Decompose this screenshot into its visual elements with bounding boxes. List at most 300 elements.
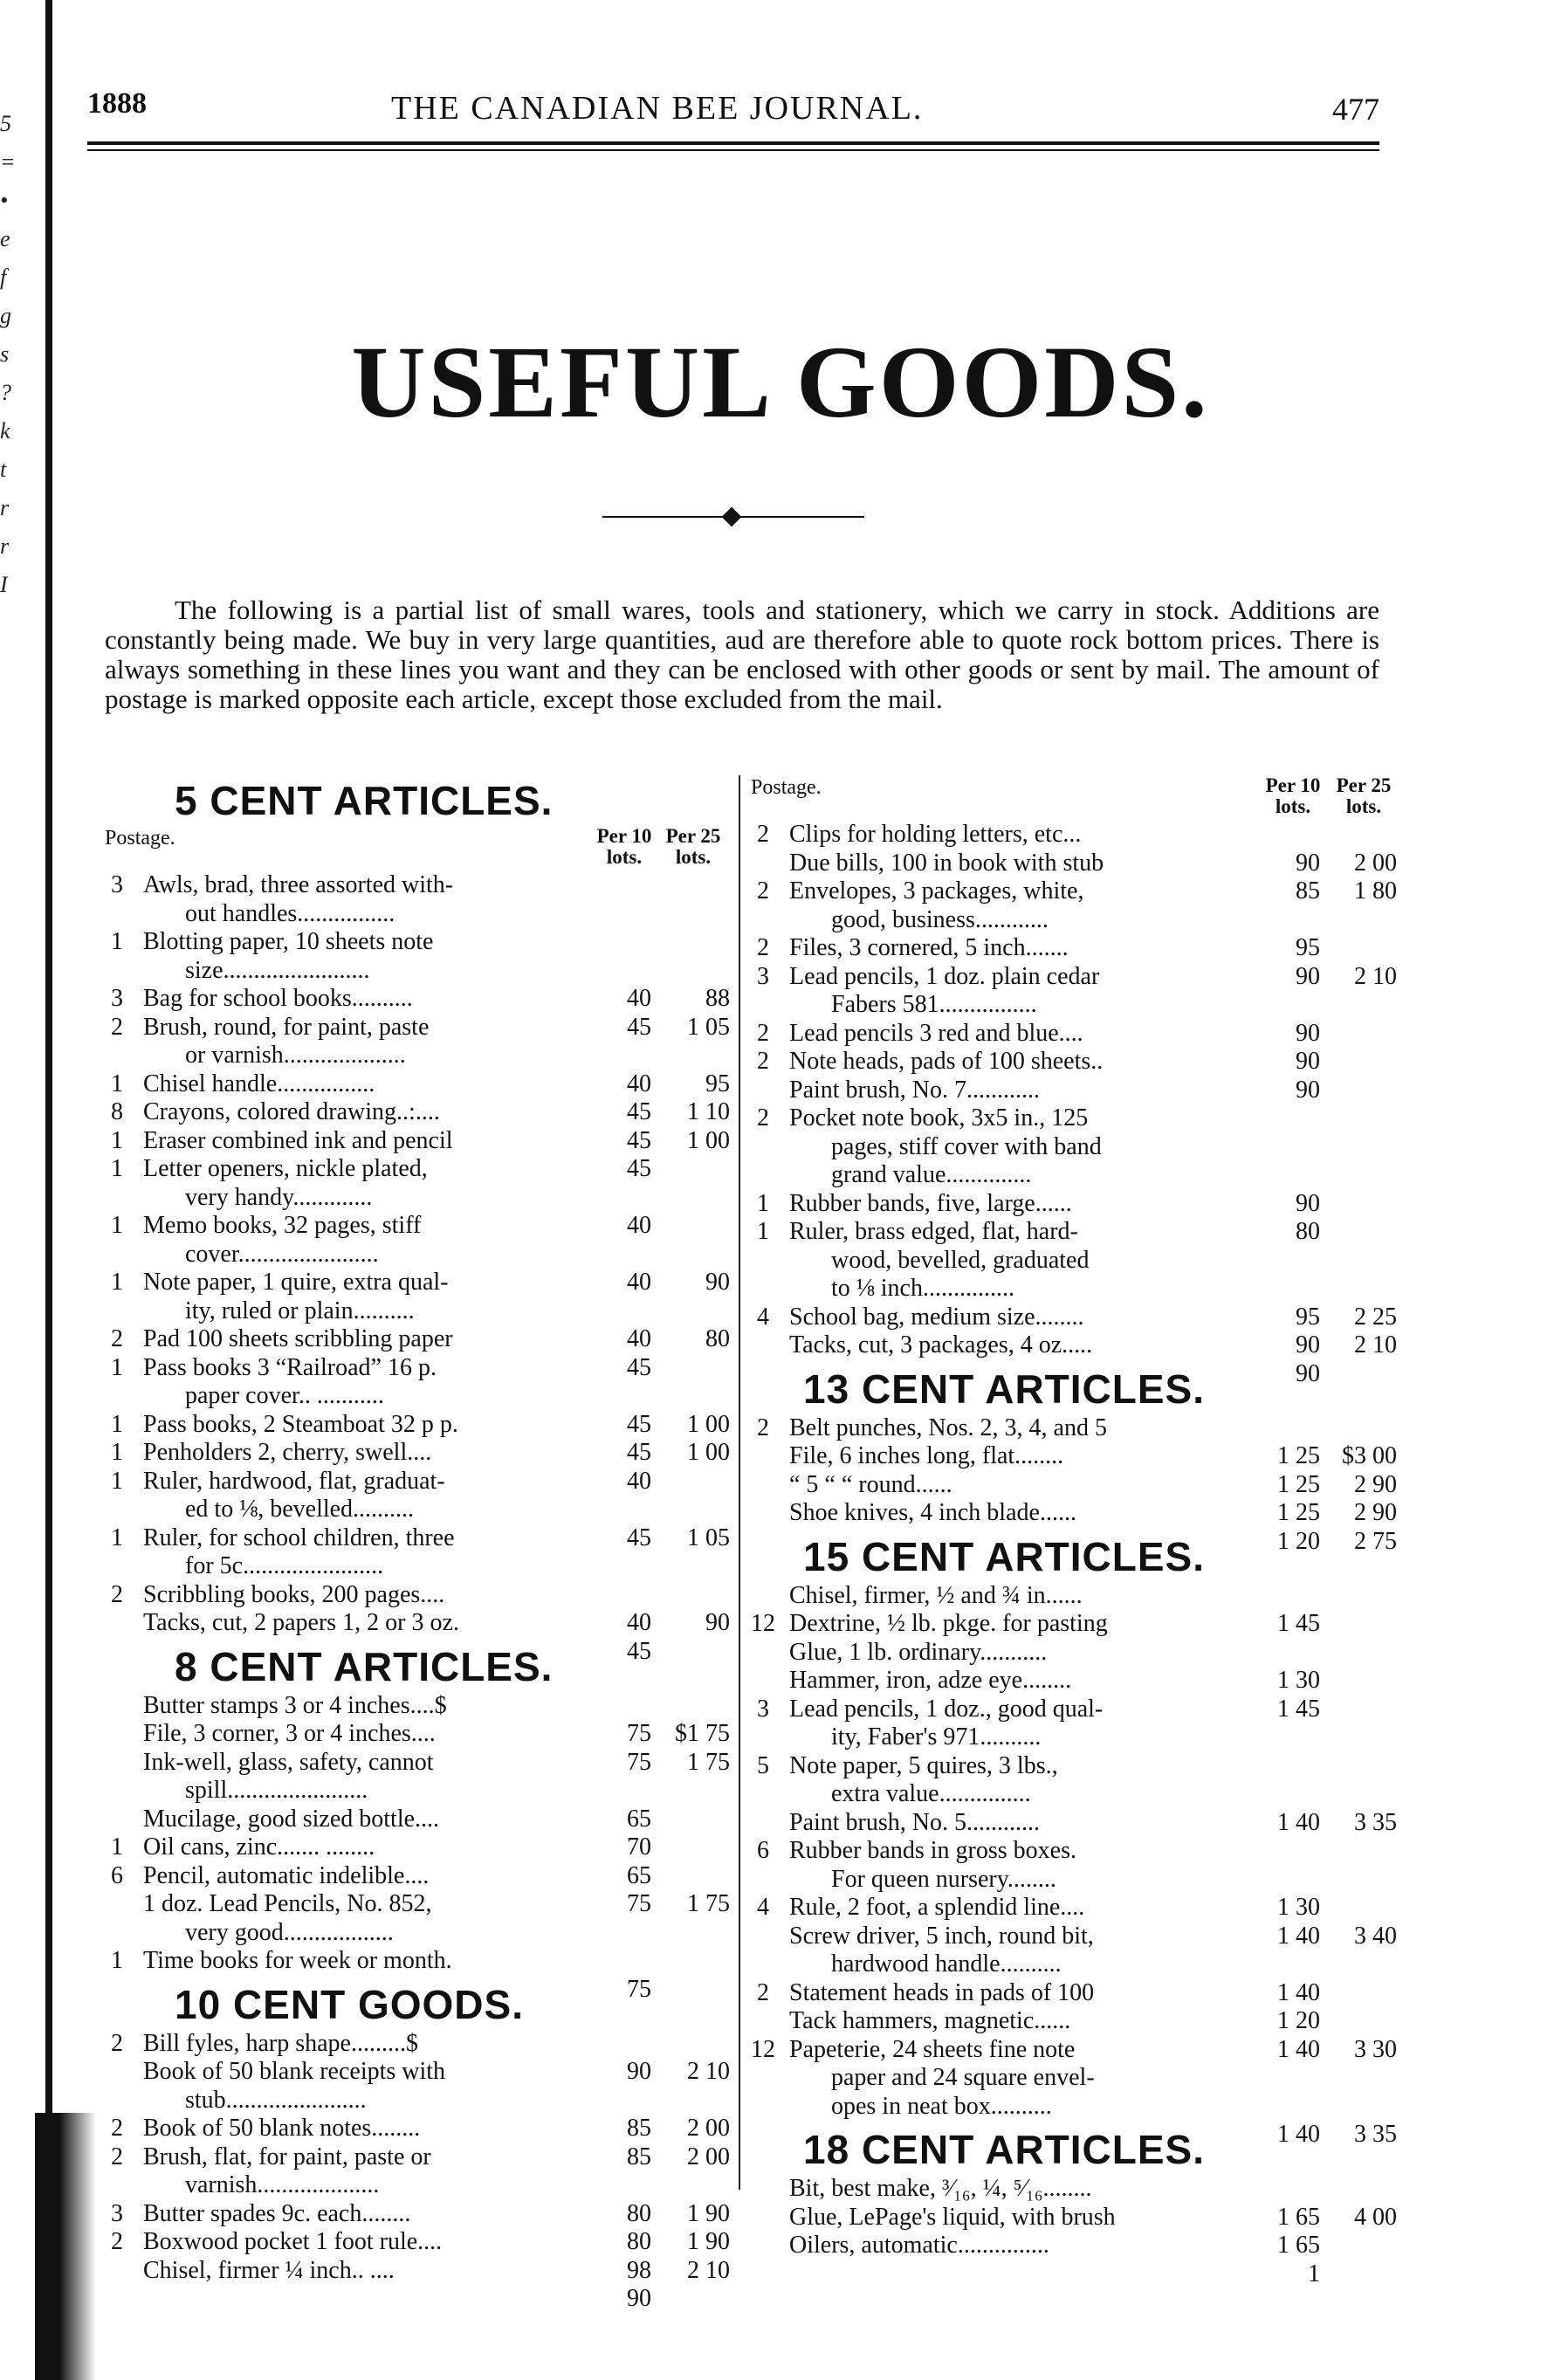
item-description: 1 doz. Lead Pencils, No. 852, xyxy=(143,1890,432,1917)
postage-value: 3 xyxy=(757,1695,769,1723)
price-per-10: 1 40 xyxy=(1277,2121,1320,2148)
price-per-25: 2 10 xyxy=(1354,1331,1397,1359)
price-per-25: 1 05 xyxy=(687,1524,730,1551)
item-description: Papeterie, 24 sheets fine note xyxy=(789,2035,1076,2063)
item-description: good, business............ xyxy=(831,905,1049,933)
item-description: Letter openers, nickle plated, xyxy=(143,1155,428,1182)
list-item xyxy=(105,2256,733,2312)
item-description: Screw driver, 5 inch, round bit, xyxy=(789,1922,1094,1950)
postage-value: 12 xyxy=(751,1610,775,1637)
per10-label: Per 10 xyxy=(596,825,652,847)
item-description: Scribbling books, 200 pages.... xyxy=(143,1580,445,1608)
item-description: out handles................ xyxy=(185,899,395,927)
price-per-10: 45 xyxy=(627,1637,651,1665)
price-per-10: 75 xyxy=(627,1975,651,2003)
price-per-10: 1 xyxy=(1308,2260,1320,2287)
postage-value: 4 xyxy=(757,1894,769,1921)
postage-value: 1 xyxy=(111,928,123,955)
price-per-10: 40 xyxy=(627,1070,651,1097)
postage-value: 1 xyxy=(111,1947,123,1974)
postage-value: 2 xyxy=(111,1325,123,1352)
item-description: opes in neat box.......... xyxy=(831,2092,1052,2120)
price-per-10: 45 xyxy=(627,1439,651,1466)
price-per-10: 1 40 xyxy=(1277,2035,1320,2063)
item-description: pages, stiff cover with band xyxy=(831,1132,1102,1160)
postage-value: 4 xyxy=(757,1303,769,1331)
page-title: USEFUL GOODS. xyxy=(351,325,1210,439)
item-description: Rubber bands, five, large...... xyxy=(789,1189,1072,1217)
margin-mark: I xyxy=(0,572,8,597)
price-per-10: 40 xyxy=(627,985,651,1012)
price-per-25: 1 00 xyxy=(687,1126,730,1154)
per25-header xyxy=(660,826,726,868)
item-description: Files, 3 cornered, 5 inch....... xyxy=(789,934,1069,961)
item-description: Belt punches, Nos. 2, 3, 4, and 5 xyxy=(789,1414,1107,1441)
item-description: Pocket note book, 3x5 in., 125 xyxy=(789,1104,1089,1132)
price-per-10: 75 xyxy=(627,1720,651,1747)
section-title: 18 CENT ARTICLES. xyxy=(803,2127,1206,2172)
price-per-25: 80 xyxy=(705,1325,730,1352)
section-title: 15 CENT ARTICLES. xyxy=(803,1533,1206,1579)
header-rule xyxy=(87,141,1379,145)
price-per-10: 80 xyxy=(627,2228,651,2255)
item-description: Awls, brad, three assorted with- xyxy=(143,871,454,898)
postage-value: 1 xyxy=(111,1155,123,1182)
list-item xyxy=(105,1749,733,1778)
postage-value: 8 xyxy=(111,1098,123,1125)
postage-value: 1 xyxy=(111,1212,123,1239)
item-description: Time books for week or month. xyxy=(143,1947,452,1974)
price-per-10: 65 xyxy=(627,1861,651,1889)
list-item xyxy=(751,1752,1397,1781)
price-per-25: 3 30 xyxy=(1354,2035,1397,2063)
list-item xyxy=(105,2143,733,2172)
column-header-row xyxy=(751,775,1397,821)
price-per-25: 2 00 xyxy=(1354,849,1397,877)
item-description: Ruler, hardwood, flat, graduat- xyxy=(143,1467,445,1495)
item-description: Lead pencils, 1 doz., good qual- xyxy=(789,1695,1104,1723)
list-item xyxy=(751,877,1397,906)
price-per-25: 3 35 xyxy=(1354,2121,1397,2148)
list-item xyxy=(105,1468,733,1496)
price-per-10: 98 xyxy=(627,2256,651,2284)
item-description: Bill fyles, harp shape.........$ xyxy=(143,2029,418,2057)
per25-header xyxy=(1331,775,1397,817)
list-item xyxy=(105,1947,733,2003)
postage-value: 3 xyxy=(757,962,769,990)
column-header-row xyxy=(105,826,733,871)
price-per-10: 80 xyxy=(1296,1218,1320,1245)
section-title: 5 CENT ARTICLES. xyxy=(175,778,554,823)
per25-lots: lots. xyxy=(1345,795,1382,817)
item-description: Envelopes, 3 packages, white, xyxy=(789,877,1084,905)
price-per-25: 2 10 xyxy=(687,2058,730,2085)
price-per-25: 2 00 xyxy=(687,2115,730,2142)
price-per-10: 1 25 xyxy=(1277,1499,1320,1526)
price-per-10: 90 xyxy=(627,2058,651,2085)
price-per-25: 4 00 xyxy=(1354,2203,1397,2231)
item-description: Ruler, for school children, three xyxy=(143,1524,455,1551)
margin-mark: r xyxy=(0,533,10,559)
section-title: 8 CENT ARTICLES. xyxy=(175,1643,554,1689)
price-per-10: 1 45 xyxy=(1277,1610,1320,1637)
postage-header: Postage. xyxy=(105,827,175,850)
item-description: Lead pencils 3 red and blue.... xyxy=(789,1019,1083,1047)
price-per-25: 3 35 xyxy=(1354,1808,1397,1836)
price-per-10: 90 xyxy=(627,2285,651,2312)
price-per-10: 45 xyxy=(627,1013,651,1041)
item-description: ed to ⅛, bevelled.......... xyxy=(185,1496,415,1523)
price-per-25: 1 90 xyxy=(687,2228,730,2255)
item-description: Chisel, firmer, ½ and ¾ in...... xyxy=(789,1581,1083,1609)
per10-header xyxy=(1262,775,1324,817)
item-description: varnish.................... xyxy=(185,2171,380,2198)
postage-value: 5 xyxy=(757,1751,769,1779)
price-per-10: 85 xyxy=(627,2115,651,2142)
price-per-25: 2 90 xyxy=(1354,1499,1397,1526)
postage-header: Postage. xyxy=(751,776,822,799)
item-description: ity, ruled or plain.......... xyxy=(185,1297,415,1324)
item-description: paper and 24 square envel- xyxy=(831,2064,1095,2091)
price-per-10: 40 xyxy=(627,1212,651,1239)
postage-value: 1 xyxy=(111,1410,123,1438)
postage-value: 3 xyxy=(111,2199,123,2227)
postage-value: 2 xyxy=(111,1580,123,1608)
price-per-10: 1 40 xyxy=(1277,1922,1320,1950)
item-description: Due bills, 100 in book with stub xyxy=(789,849,1104,877)
item-description: Paint brush, No. 7............ xyxy=(789,1076,1040,1104)
price-per-25: 2 90 xyxy=(1354,1470,1397,1498)
list-item xyxy=(751,2232,1397,2287)
item-description: Hammer, iron, adze eye........ xyxy=(789,1667,1072,1694)
price-per-10: 45 xyxy=(627,1098,651,1125)
item-description: ity, Faber's 971.......... xyxy=(831,1723,1042,1751)
postage-value: 3 xyxy=(111,985,123,1012)
item-description: Clips for holding letters, etc... xyxy=(789,821,1082,848)
postage-value: 2 xyxy=(111,2228,123,2255)
price-per-25: 2 10 xyxy=(687,2256,730,2284)
price-per-25: 2 00 xyxy=(687,2143,730,2170)
margin-mark: ? xyxy=(0,380,11,405)
item-description: File, 6 inches long, flat........ xyxy=(789,1442,1064,1469)
list-item xyxy=(105,1269,733,1297)
price-per-10: 90 xyxy=(1296,1019,1320,1047)
postage-value: 1 xyxy=(757,1218,769,1245)
item-description: Shoe knives, 4 inch blade...... xyxy=(789,1499,1076,1526)
price-per-10: 1 25 xyxy=(1277,1442,1320,1469)
price-per-10: 45 xyxy=(627,1410,651,1438)
item-description: Note paper, 1 quire, extra qual- xyxy=(143,1269,449,1296)
postage-value: 1 xyxy=(111,1126,123,1154)
price-per-25: 2 75 xyxy=(1354,1527,1397,1555)
list-item xyxy=(105,1354,733,1383)
title-ornament xyxy=(602,506,864,527)
price-per-10: 90 xyxy=(1296,849,1320,877)
section-title: 13 CENT ARTICLES. xyxy=(803,1365,1206,1412)
postage-value: 2 xyxy=(757,1048,769,1075)
item-description: Glue, 1 lb. ordinary........... xyxy=(789,1638,1048,1666)
item-description: Chisel handle................ xyxy=(143,1070,375,1097)
item-description: Crayons, colored drawing..:.... xyxy=(143,1098,440,1125)
price-per-25: $1 75 xyxy=(675,1720,730,1747)
item-description: Lead pencils, 1 doz. plain cedar xyxy=(789,962,1100,990)
price-per-10: 45 xyxy=(627,1524,651,1551)
list-item xyxy=(751,1499,1397,1555)
list-item xyxy=(751,1610,1397,1639)
item-description: Book of 50 blank notes........ xyxy=(143,2115,421,2142)
item-description: Dextrine, ½ lb. pkge. for pasting xyxy=(789,1610,1108,1637)
item-description: extra value............... xyxy=(831,1780,1031,1807)
item-description: Ink-well, glass, safety, cannot xyxy=(143,1748,434,1776)
item-description: Rule, 2 foot, a splendid line.... xyxy=(789,1894,1085,1921)
item-description: for 5c....................... xyxy=(185,1552,384,1579)
margin-mark: r xyxy=(0,495,10,520)
item-description: very handy............. xyxy=(185,1183,373,1211)
price-per-25: $3 00 xyxy=(1342,1442,1397,1469)
postage-value: 2 xyxy=(757,1414,769,1441)
item-description: Book of 50 blank receipts with xyxy=(143,2058,446,2085)
price-per-25: 90 xyxy=(705,1609,730,1636)
margin-mark: = xyxy=(0,149,16,175)
column-divider xyxy=(739,775,740,2190)
list-item xyxy=(751,2036,1397,2065)
item-description: or varnish.................... xyxy=(185,1042,406,1069)
price-per-10: 45 xyxy=(627,1155,651,1182)
price-per-10: 40 xyxy=(627,1269,651,1296)
section-title: 10 CENT GOODS. xyxy=(175,1981,524,2027)
item-description: grand value.............. xyxy=(831,1161,1032,1188)
price-per-25: 1 05 xyxy=(687,1013,730,1041)
postage-value: 12 xyxy=(751,2035,775,2063)
list-item xyxy=(751,1696,1397,1724)
postage-value: 1 xyxy=(111,1524,123,1551)
postage-value: 2 xyxy=(111,2029,123,2057)
item-description: Chisel, firmer ¼ inch.. .... xyxy=(143,2256,395,2284)
price-per-10: 45 xyxy=(627,1126,651,1154)
page-number: 477 xyxy=(1332,92,1379,127)
price-per-10: 90 xyxy=(1296,1331,1320,1359)
list-item xyxy=(751,1104,1397,1133)
item-description: Oilers, automatic............... xyxy=(789,2232,1049,2259)
price-per-10: 65 xyxy=(627,1805,651,1833)
margin-mark: s xyxy=(0,341,10,367)
item-description: wood, bevelled, graduated xyxy=(831,1246,1090,1274)
price-per-10: 1 20 xyxy=(1277,1527,1320,1555)
list-item xyxy=(751,1837,1397,1866)
postage-value: 1 xyxy=(111,1439,123,1466)
price-per-25: 1 90 xyxy=(687,2199,730,2227)
item-description: hardwood handle.......... xyxy=(831,1950,1062,1978)
price-per-10: 75 xyxy=(627,1890,651,1917)
list-item xyxy=(105,1552,733,1581)
price-per-25: 1 00 xyxy=(687,1410,730,1438)
postage-value: 6 xyxy=(111,1861,123,1889)
price-per-25: 3 40 xyxy=(1354,1922,1397,1950)
list-item xyxy=(751,1723,1397,1752)
list-item xyxy=(105,1890,733,1919)
item-description: Pass books, 2 Steamboat 32 p p. xyxy=(143,1410,458,1438)
intro-paragraph: The following is a partial list of small wares, tools and stationery, which we carry in stock. Additions are constantly being made. We buy in very large quantities, aud are therefore able to quote rock bottom prices. There is always something in these lines you want and they can be enclosed with other goods or sent by mail. The amount of postage is marked opposite each article, except those excluded from the mail. xyxy=(105,595,1379,714)
item-description: School bag, medium size........ xyxy=(789,1303,1084,1331)
price-per-25: 88 xyxy=(705,985,730,1012)
price-per-25: 2 10 xyxy=(1354,962,1397,990)
right-column xyxy=(751,774,1397,2287)
list-item xyxy=(751,1133,1397,1162)
list-item xyxy=(105,900,733,929)
margin-mark: k xyxy=(0,418,10,444)
margin-mark: • xyxy=(0,188,9,213)
price-per-10: 70 xyxy=(627,1833,651,1861)
item-description: to ⅛ inch............... xyxy=(831,1275,1014,1302)
per25-lots: lots. xyxy=(675,846,712,868)
price-per-10: 90 xyxy=(1296,1359,1320,1387)
item-description: Pad 100 sheets scribbling paper xyxy=(143,1325,453,1352)
item-description: Tacks, cut, 2 papers 1, 2 or 3 oz. xyxy=(143,1609,459,1636)
price-per-10: 85 xyxy=(1296,877,1320,905)
price-per-10: 95 xyxy=(1296,934,1320,961)
price-per-10: 1 40 xyxy=(1277,1978,1320,2006)
margin-mark: t xyxy=(0,457,7,482)
price-per-10: 40 xyxy=(627,1609,651,1636)
price-per-25: 1 80 xyxy=(1354,877,1397,905)
list-item xyxy=(105,1155,733,1184)
list-item xyxy=(751,1809,1397,1838)
per10-header xyxy=(594,826,655,868)
price-per-10: 1 30 xyxy=(1277,1894,1320,1921)
postage-value: 1 xyxy=(111,1833,123,1861)
price-per-10: 1 45 xyxy=(1277,1695,1320,1723)
price-per-25: 2 25 xyxy=(1354,1303,1397,1331)
postage-value: 2 xyxy=(757,934,769,961)
price-per-10: 45 xyxy=(627,1353,651,1381)
list-item xyxy=(105,1524,733,1553)
item-description: Memo books, 32 pages, stiff xyxy=(143,1212,422,1239)
margin-mark: g xyxy=(0,303,11,328)
price-per-10: 90 xyxy=(1296,1189,1320,1217)
postage-value: 1 xyxy=(111,1070,123,1097)
postage-value: 2 xyxy=(111,2143,123,2170)
item-description: Butter spades 9c. each........ xyxy=(143,2199,411,2227)
per10-label: Per 10 xyxy=(1265,774,1321,796)
item-description: Bit, best make, ³⁄₁₆, ¼, ⁵⁄₁₆........ xyxy=(789,2175,1092,2202)
item-description: Paint brush, No. 5............ xyxy=(789,1808,1040,1836)
item-description: size........................ xyxy=(185,956,370,984)
postage-value: 2 xyxy=(757,1978,769,2006)
price-per-10: 40 xyxy=(627,1467,651,1495)
price-per-10: 1 25 xyxy=(1277,1470,1320,1498)
item-description: Rubber bands in gross boxes. xyxy=(789,1837,1076,1864)
margin-mark: f xyxy=(0,265,7,290)
price-per-25: 1 00 xyxy=(687,1439,730,1466)
list-item xyxy=(751,963,1397,992)
postage-value: 2 xyxy=(111,1013,123,1041)
price-per-10: 1 65 xyxy=(1277,2232,1320,2259)
list-item xyxy=(751,1331,1397,1387)
item-description: Pass books 3 “Railroad” 16 p. xyxy=(143,1353,437,1381)
price-per-10: 95 xyxy=(1296,1303,1320,1331)
list-item xyxy=(751,1923,1397,1951)
postage-value: 2 xyxy=(757,821,769,848)
list-item xyxy=(751,1218,1397,1247)
price-per-10: 75 xyxy=(627,1748,651,1776)
page-header xyxy=(87,87,1379,157)
item-description: Bag for school books.......... xyxy=(143,985,413,1012)
postage-value: 6 xyxy=(757,1837,769,1864)
list-item xyxy=(105,2058,733,2087)
page-binding-shadow xyxy=(35,2113,96,2380)
price-per-10: 40 xyxy=(627,1325,651,1352)
item-description: Brush, round, for paint, paste xyxy=(143,1013,430,1041)
list-item xyxy=(105,928,733,957)
item-description: Note paper, 5 quires, 3 lbs., xyxy=(789,1751,1058,1779)
margin-mark: 5 xyxy=(0,111,11,136)
item-description: Statement heads in pads of 100 xyxy=(789,1978,1095,2006)
list-item xyxy=(751,1247,1397,1276)
per10-lots: lots. xyxy=(1275,795,1311,817)
item-description: Fabers 581................ xyxy=(831,991,1037,1018)
item-description: File, 3 corner, 3 or 4 inches.... xyxy=(143,1720,436,1747)
list-item xyxy=(751,2092,1397,2148)
list-item xyxy=(105,871,733,900)
item-description: spill....................... xyxy=(185,1777,368,1804)
list-item xyxy=(105,1609,733,1665)
item-description: Eraser combined ink and pencil xyxy=(143,1126,453,1154)
item-description: Pencil, automatic indelible.... xyxy=(143,1861,430,1889)
item-description: cover....................... xyxy=(185,1240,379,1268)
header-rule-thin xyxy=(87,149,1379,151)
price-per-10: 1 40 xyxy=(1277,1808,1320,1836)
item-description: Brush, flat, for paint, paste or xyxy=(143,2143,431,2170)
price-per-10: 1 65 xyxy=(1277,2203,1320,2231)
item-description: Oil cans, zinc....... ........ xyxy=(143,1833,375,1861)
postage-value: 3 xyxy=(111,871,123,898)
price-per-25: 95 xyxy=(705,1070,730,1097)
postage-value: 2 xyxy=(757,1019,769,1047)
item-description: stub....................... xyxy=(185,2086,367,2114)
item-description: very good.................. xyxy=(185,1918,394,1946)
item-description: Blotting paper, 10 sheets note xyxy=(143,928,434,955)
per25-label: Per 25 xyxy=(665,825,721,847)
price-per-10: 1 20 xyxy=(1277,2007,1320,2034)
item-description: Boxwood pocket 1 foot rule.... xyxy=(143,2228,443,2255)
journal-title: THE CANADIAN BEE JOURNAL. xyxy=(391,90,924,127)
price-per-25: 90 xyxy=(705,1269,730,1296)
list-item xyxy=(105,1212,733,1241)
price-per-25: 1 75 xyxy=(687,1890,730,1917)
item-description: Note heads, pads of 100 sheets.. xyxy=(789,1048,1104,1075)
price-per-10: 80 xyxy=(627,2199,651,2227)
per25-label: Per 25 xyxy=(1336,774,1392,796)
left-column xyxy=(105,775,733,2312)
postage-value: 1 xyxy=(111,1353,123,1381)
per10-lots: lots. xyxy=(606,846,643,868)
postage-value: 2 xyxy=(111,2115,123,2142)
price-per-10: 1 30 xyxy=(1277,1667,1320,1694)
margin-mark: e xyxy=(0,226,10,251)
header-year: 1888 xyxy=(87,87,147,120)
price-per-10: 90 xyxy=(1296,1048,1320,1075)
postage-value: 1 xyxy=(111,1269,123,1296)
postage-value: 2 xyxy=(757,1104,769,1132)
price-per-10: 90 xyxy=(1296,1076,1320,1104)
postage-value: 2 xyxy=(757,877,769,905)
list-item xyxy=(751,2064,1397,2093)
item-description: Mucilage, good sized bottle.... xyxy=(143,1805,440,1833)
postage-value: 1 xyxy=(757,1189,769,1217)
price-per-10: 85 xyxy=(627,2143,651,2170)
item-description: paper cover.. ........... xyxy=(185,1382,384,1409)
item-description: “ 5 “ “ round...... xyxy=(789,1470,952,1498)
